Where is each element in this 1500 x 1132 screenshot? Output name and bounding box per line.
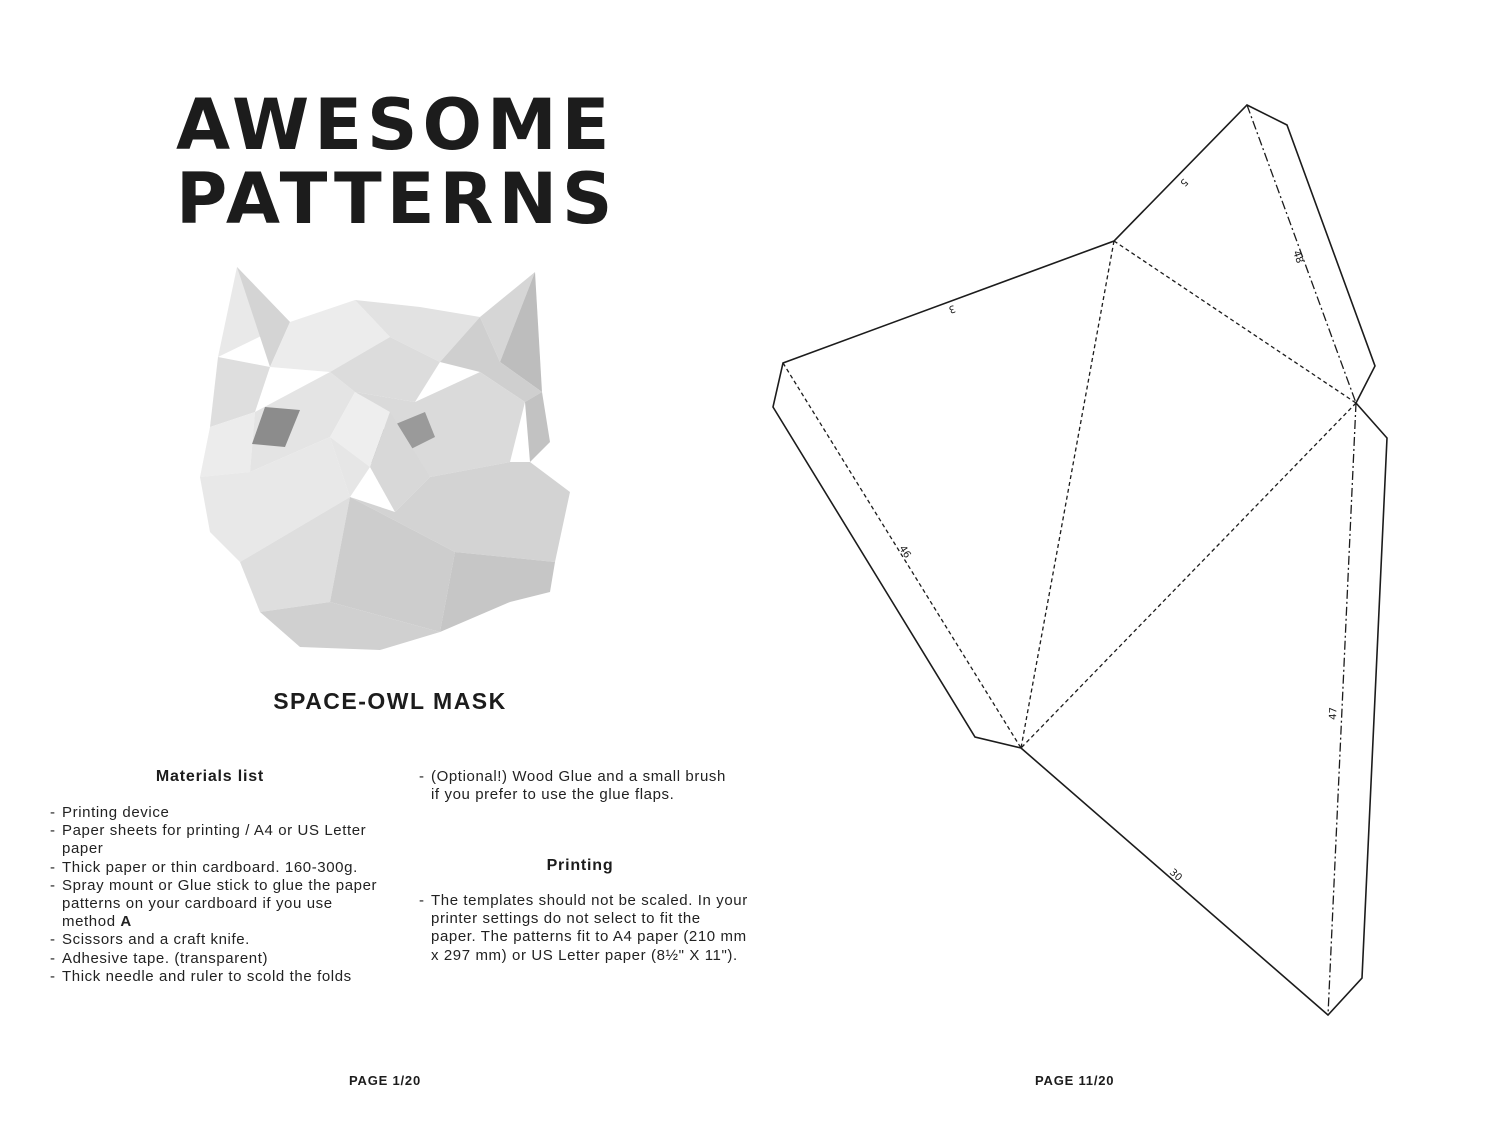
optional-materials-list: [419, 768, 739, 804]
materials-heading: Materials list: [155, 768, 265, 785]
page-number-left: PAGE 1/20: [349, 1073, 421, 1088]
fold-lines-dashed: [783, 241, 1356, 748]
brand-title-line-1: AWESOME: [176, 84, 615, 166]
mask-title: SPACE-OWL MASK: [273, 688, 507, 714]
dimension-label: 46: [896, 543, 913, 561]
printing-heading: Printing: [546, 857, 614, 874]
list-item: - Adhesive tape. (transparent): [50, 950, 390, 968]
pattern-outline: [773, 105, 1387, 1015]
brand-title: [176, 84, 618, 240]
list-item-text: Spray mount or Glue stick to glue the paper patterns on your cardboard if you use method: [62, 876, 378, 931]
list-item: - Printing device: [50, 804, 390, 822]
list-item: - (Optional!) Wood Glue and a small brush if you prefer to use the glue flaps.: [419, 768, 739, 804]
dimension-label: 30: [1166, 867, 1184, 884]
list-item: - Scissors and a craft knife.: [50, 931, 390, 949]
fold-lines-dash-dot: [1247, 105, 1356, 1015]
dimension-label: 48: [1290, 249, 1305, 265]
printing-list: [419, 892, 749, 965]
list-item: - Paper sheets for printing / A4 or US Letter paper: [50, 822, 390, 858]
dimension-label: 47: [1328, 706, 1340, 721]
list-item: - Thick paper or thin cardboard. 160-300g.: [50, 859, 390, 877]
page-number-right: PAGE 11/20: [1035, 1073, 1115, 1088]
list-item: [50, 877, 390, 932]
dimension-label: 5: [1177, 175, 1190, 189]
right-page: [750, 0, 1500, 1132]
list-item: - The templates should not be scaled. In your printer settings do not select to fit the paper. The patterns fit to A4 paper (210 mm x 297 mm) or US Letter paper (8½" X 11").: [419, 892, 749, 965]
method-letter: A: [120, 913, 132, 931]
brand-title-line-2: PATTERNS: [176, 158, 618, 240]
list-item: - Thick needle and ruler to scold the folds: [50, 968, 390, 986]
pattern-template: [750, 0, 1500, 1132]
dimension-label: 3: [946, 302, 957, 315]
owl-mask-illustration: [180, 262, 600, 662]
materials-list: [50, 804, 390, 986]
